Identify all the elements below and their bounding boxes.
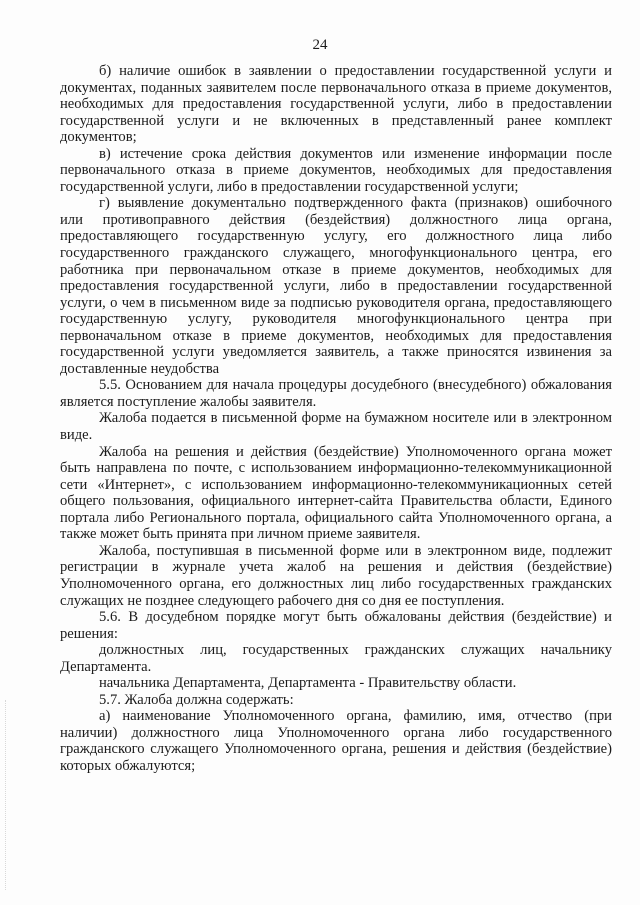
paragraph-complaint-form: Жалоба подается в письменной форме на бумажном носителе или в электронном виде. — [60, 410, 612, 444]
page-number: 24 — [312, 37, 328, 53]
paragraph-5-5: 5.5. Основанием для начала процедуры досудебного (внесудебного) обжалования является поступление жалобы заявителя. — [60, 377, 612, 410]
paragraph-5-6: 5.6. В досудебном порядке могут быть обжалованы действия (бездействие) и решения: — [60, 609, 612, 642]
paragraph-officials: должностных лиц, государственных гражданских служащих начальнику Департамента. — [60, 642, 612, 675]
paragraph-v: в) истечение срока действия документов или изменение информации после первоначального отказа в приеме документов, необходимых для предоставления государственной услуги, либо в предоставлении государственной услуги; — [60, 145, 612, 195]
paragraph-b: б) наличие ошибок в заявлении о предоставлении государственной услуги и документах, поданных заявителем после первоначального отказа в приеме документов, необходимых для предоставления государственной услуги, либо в предоставлении государственной услуги и не включенных в представленный ранее комплект документов; — [60, 63, 612, 146]
paragraph-department-head: начальника Департамента, Департамента - Правительству области. — [99, 675, 517, 692]
paragraph-a: а) наименование Уполномоченного органа, фамилию, имя, отчество (при наличии) должностного лица Уполномоченного органа либо государственного гражданского служащего Уполномоченного органа, решения и действия (бездействие) которых обжалуются; — [60, 708, 612, 774]
paragraph-g: г) выявление документально подтвержденного факта (признаков) ошибочного или противоправного действия (бездействия) должностного лица органа, предоставляющего государственную услугу, его должностного лица либо государственного гражданского служащего, многофункционального центра, его работника при первоначальном отказе в приеме документов, необходимых для предоставления государственной услуги, либо в предоставлении государственной услуги, о чем в письменном виде за подписью руководителя органа, предоставляющего государственную услугу, руководителя многофункционального центра при первоначальном отказе в приеме документов, необходимых для предоставления государственной услуги уведомляется заявитель, а также приносятся извинения за доставленные неудобства — [60, 195, 612, 377]
paragraph-complaint-registration: Жалоба, поступившая в письменной форме или в электронном виде, подлежит регистрации в журнале учета жалоб на решения и действия (бездействие) Уполномоченного органа, его должностных лиц либо государственных гражданских служащих не позднее следующего рабочего дня со дня ее поступления. — [60, 542, 612, 609]
paragraph-5-7: 5.7. Жалоба должна содержать: — [99, 691, 294, 708]
scan-edge-mark — [5, 700, 7, 890]
document-body — [60, 63, 612, 775]
paragraph-complaint-channels: Жалоба на решения и действия (бездействие) Уполномоченного органа может быть направлена по почте, с использованием информационно-телекоммуникационной сети «Интернет», с использованием информационно-телекоммуникационных сетей общего пользования, официального интернет-сайта Правительства области, Единого портала либо Регионального портала, официального сайта Уполномоченного органа, а также может быть принята при личном приеме заявителя. — [60, 443, 612, 543]
